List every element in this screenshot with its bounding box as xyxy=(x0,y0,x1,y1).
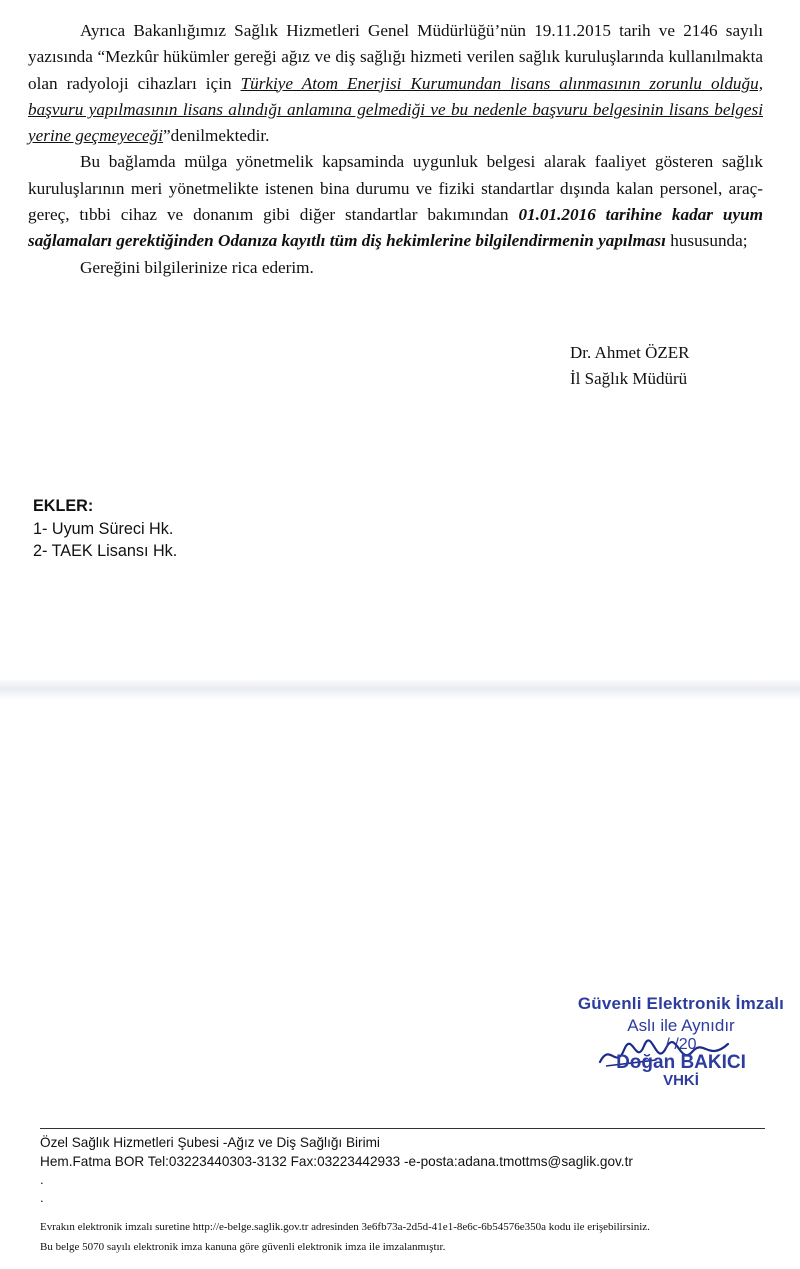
stamp-line-date: / /20 xyxy=(665,1036,697,1053)
paragraph-1 xyxy=(28,18,763,149)
e-document-url-line: Evrakın elektronik imzalı suretine http://e-belge.saglik.gov.tr adresinden 3e6fb73a-2d5d-41e1-8e6c-6b54576e350a kodu ile erişebilirsiniz. xyxy=(40,1221,650,1233)
footer-unit: Özel Sağlık Hizmetleri Şubesi -Ağız ve Diş Sağlığı Birimi xyxy=(40,1135,380,1150)
stamp-line-name: Doğan BAKICI xyxy=(616,1052,746,1073)
paragraph-1-emphasis: Türkiye Atom Enerjisi Kurumundan lisans alınmasının zorunlu olduğu, başvuru yapılmasının lisans alındığı anlamına gelmediği ve bu nedenle başvuru belgesinin lisans belgesi yerine geçmeyeceği xyxy=(28,73,763,146)
signatory-title: İl Sağlık Müdürü xyxy=(570,369,688,388)
paragraph-2 xyxy=(28,149,763,254)
paragraph-2-text: Bu bağlamda mülga yönetmelik kapsaminda uygunluk belgesi alarak faaliyet gösteren sağlık kuruluşlarının meri yönetmelikte istenen bina durumu ve fiziki standartlar dışında kalan personel, araç-gereç, tıbbi cihaz ve donanım gibi diğer standartlar bakımından xyxy=(28,152,763,225)
footer-contact xyxy=(40,1133,780,1171)
e-signature-stamp xyxy=(566,994,796,1089)
attachments-heading: EKLER: xyxy=(33,497,94,515)
signatory-name: Dr. Ahmet ÖZER xyxy=(570,343,690,362)
paragraph-1-text: Ayrıca Bakanlığımız Sağlık Hizmetleri Genel Müdürlüğü’nün 19.11.2015 tarih ve 2146 sayılı yazısında “Mezkûr hükümler gereği ağız ve diş sağlığı hizmeti verilen sağlık kuruluşlarında kullanılmakta olan radyoloji cihazları için xyxy=(28,21,763,93)
footer-divider xyxy=(40,1128,765,1129)
attachment-item: 1- Uyum Süreci Hk. xyxy=(33,519,174,538)
stamp-line-true-copy: Aslı ile Aynıdır xyxy=(627,1016,735,1035)
signature-block xyxy=(570,340,689,392)
paragraph-2-emphasis: 01.01.2016 tarihine kadar uyum sağlamaları gerektiğinden Odanıza kayıtlı tüm diş hekimlerine bilgilendirmenin yapılması xyxy=(28,205,763,251)
footer-dot: . xyxy=(40,1172,44,1187)
paragraph-1-end: ”denilmektedir. xyxy=(163,126,270,146)
letter-body xyxy=(28,18,763,281)
footer-dot: . xyxy=(40,1190,44,1205)
e-signature-law-line: Bu belge 5070 sayılı elektronik imza kanuna göre güvenli elektronik imza ile imzalanmıştır. xyxy=(40,1241,446,1253)
attachment-item: 2- TAEK Lisansı Hk. xyxy=(33,542,178,560)
paragraph-2-end: hususunda; xyxy=(665,231,748,251)
paragraph-3: Gereğini bilgilerinize rica ederim. xyxy=(80,257,314,277)
paper-fold-line xyxy=(0,680,800,700)
e-document-notice xyxy=(40,1217,800,1257)
footer-contact-line: Hem.Fatma BOR Tel:03223440303-3132 Fax:03223442933 -e-posta:adana.tmottms@saglik.gov.tr xyxy=(40,1154,633,1169)
attachments-list xyxy=(33,495,177,563)
stamp-line-secure-signed: Güvenli Elektronik İmzalı xyxy=(577,994,785,1013)
stamp-line-role: VHKİ xyxy=(663,1072,699,1089)
